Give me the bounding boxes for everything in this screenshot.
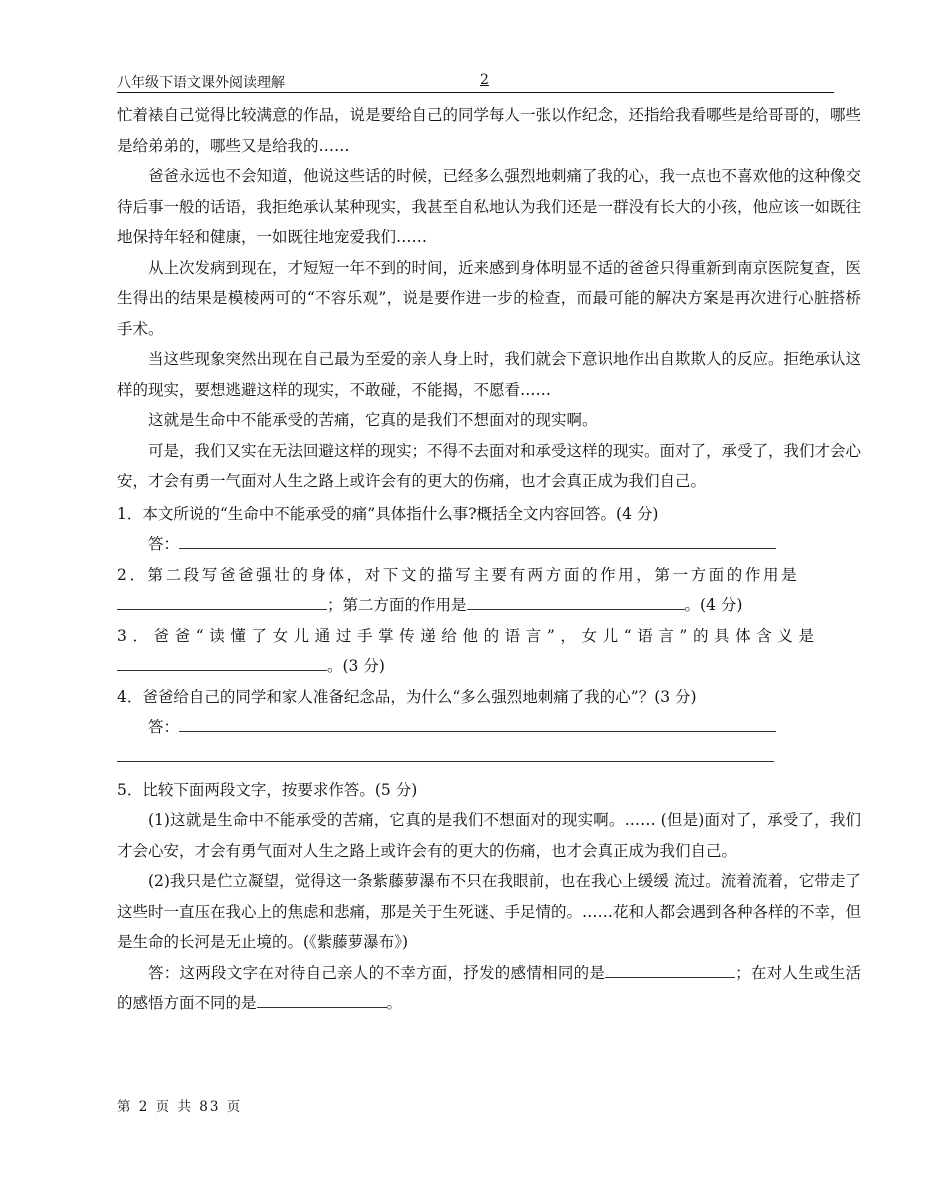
passage-paragraph-5: 这就是生命中不能承受的苦痛，它真的是我们不想面对的现实啊。 <box>148 411 598 429</box>
header-title: 八年级下语文课外阅读理解 <box>117 75 285 91</box>
document-body <box>117 100 861 1019</box>
passage-paragraph-4: 当这些现象突然出现在自己最为至爱的亲人身上时，我们就会下意识地作出自欺欺人的反应。拒绝承认这样的现实，要想逃避这样的现实，不敢碰，不能揭，不愿看…… <box>117 350 862 399</box>
passage-paragraph-3: 从上次发病到现在，才短短一年不到的时间，近来感到身体明显不适的爸爸只得重新到南京医院复查，医生得出的结果是模棱两可的“不容乐观”，说是要作进一步的检查，而最可能的解决方案是再次进行心脏搭桥手术。 <box>117 258 862 338</box>
answer-blank-q5-second[interactable] <box>257 989 387 1008</box>
question-2-text-c: 。(4 分) <box>684 596 743 614</box>
passage-paragraph-2: 爸爸永远也不会知道，他说这些话的时候，已经多么强烈地刺痛了我的心，我一点也不喜欢他的这种像交待后事一般的话语，我拒绝承认某种现实，我甚至自私地认为我们还是一群没有长大的小孩，他应该一如既往地保持年轻和健康，一如既往地宠爱我们…… <box>117 167 862 246</box>
question-5: 5．比较下面两段文字，按要求作答。(5 分) <box>117 780 418 799</box>
question-5-answer-text-a: 答：这两段文字在对待自己亲人的不幸方面，抒发的感情相同的是 <box>148 963 606 982</box>
answer-blank-q5-first[interactable] <box>605 959 735 978</box>
question-2 <box>117 560 861 591</box>
question-5-answer-text-c: 。 <box>386 994 403 1012</box>
question-5-answer <box>117 958 861 1019</box>
question-3 <box>117 621 861 652</box>
question-4: 4．爸爸给自己的同学和家人准备纪念品，为什么“多么强烈地刺痛了我的心”？(3 分) <box>117 687 697 706</box>
question-5-text-2: (2)我只是伫立凝望，觉得这一条紫藤萝瀑布不只在我眼前，也在我心上缓缓 流过。流着流着，它带走了这些时一直压在我心上的焦虑和悲痛，那是关于生死谜、手足情的。……花和人都会遇到各种各样的不幸，但是生命的长河是无止境的。(《紫藤萝瀑布》) <box>117 872 862 951</box>
page-header <box>117 72 834 93</box>
question-4-answer-line-2 <box>117 743 861 773</box>
answer-blank-q3[interactable] <box>117 652 327 671</box>
answer-blank-line[interactable] <box>179 530 776 549</box>
passage-paragraph-6: 可是，我们又实在无法回避这样的现实；不得不去面对和承受这样的现实。面对了，承受了，我们才会心安，才会有勇一气面对人生之路上或许会有的更大的伤痛，也才会真正成为我们自己。 <box>117 441 862 490</box>
question-5-answer-text-b: ；在对人生或生活的感悟方面不同的是 <box>117 963 861 1012</box>
answer-blank-q2-second[interactable] <box>467 591 685 610</box>
question-3-text-a: 3．爸爸“读懂了女儿通过手掌传递给他的语言”，女儿“语言”的具体含义是 <box>117 626 820 645</box>
question-1: 1．本文所说的“生命中不能承受的痛”具体指什么事?概括全文内容回答。(4 分) <box>117 504 659 523</box>
answer-blank-line[interactable] <box>179 713 776 732</box>
question-5-text-1: (1)这就是生命中不能承受的苦痛，它真的是我们不想面对的现实啊。…… (但是)面对了，承受了，我们才会心安，才会有勇气面对人生之路上或许会有的更大的伤痛，也才会真正成为我们自己。 <box>117 811 861 860</box>
answer-blank-line[interactable] <box>117 743 774 762</box>
page-footer: 第 2 页 共 83 页 <box>117 1099 243 1115</box>
answer-label: 答： <box>148 535 180 553</box>
question-3-line-2 <box>117 651 861 682</box>
header-page-number: 2 <box>480 72 489 88</box>
question-1-answer <box>117 529 861 560</box>
question-2-text-b: ；第二方面的作用是 <box>327 596 467 614</box>
question-3-text-b: 。(3 分) <box>327 657 385 675</box>
passage-paragraph-1: 忙着裱自己觉得比较满意的作品，说是要给自己的同学每人一张以作纪念，还指给我看哪些是给哥哥的，哪些是给弟弟的，哪些又是给我的…… <box>117 106 862 155</box>
answer-blank-q2-first[interactable] <box>117 591 327 610</box>
question-4-answer <box>117 712 861 743</box>
question-2-line-2 <box>117 590 861 621</box>
question-2-text-a: 2．第二段写爸爸强壮的身体，对下文的描写主要有两方面的作用，第一方面的作用是 <box>117 565 800 584</box>
answer-label: 答： <box>148 718 180 736</box>
